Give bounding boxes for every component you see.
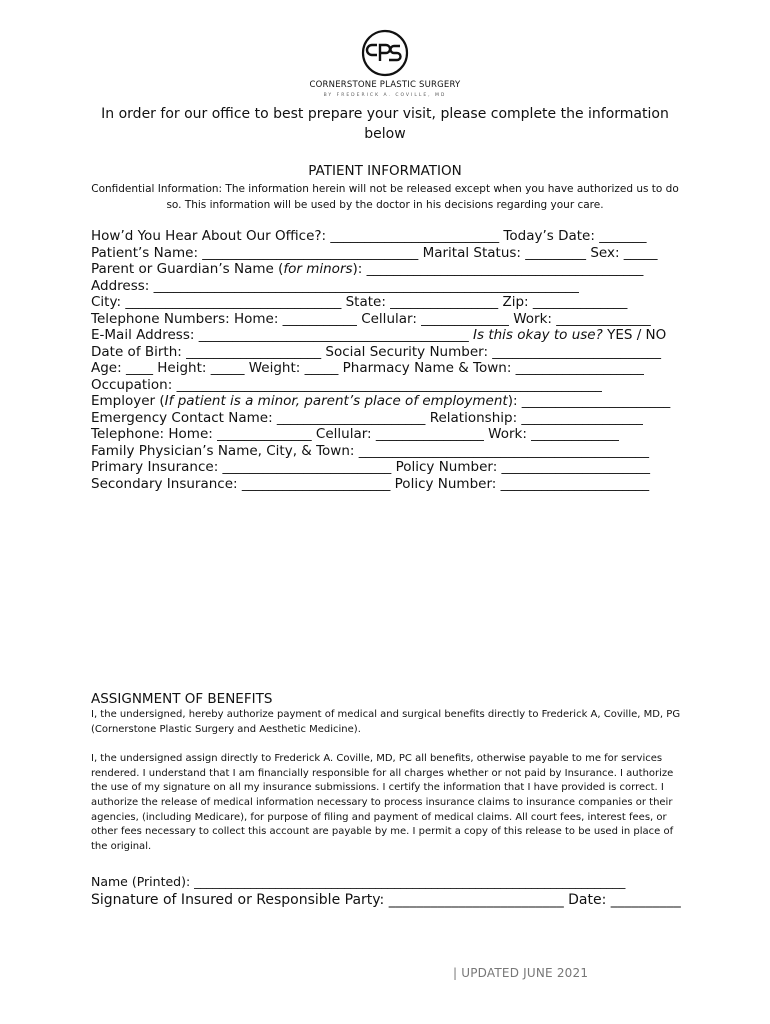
patient-name-label: Patient’s Name:: [91, 244, 198, 261]
practice-logo: [0, 28, 770, 98]
todays-date-label: Today’s Date:: [499, 228, 595, 244]
email-okay-question: Is this okay to use?: [468, 327, 603, 343]
todays-date-field[interactable]: _______: [594, 228, 647, 244]
assignment-paragraph-1: I, the undersigned, hereby authorize payment of medical and surgical benefits directly to Frederick A, Coville, MD, PG (Cornerstone Plastic Surgery and Aesthetic Medicine).: [91, 709, 681, 735]
city-state-zip-field[interactable]: City: ________________________________ State: ________________ Zip: ______________: [91, 294, 628, 310]
patient-name-row: [91, 245, 681, 262]
practice-name: CORNERSTONE PLASTIC SURGERY: [309, 80, 461, 90]
telephone-field[interactable]: Telephone Numbers: Home: ___________ Cellular: _____________ Work: ______________: [91, 310, 651, 327]
patient-name-field[interactable]: ________________________________: [198, 244, 419, 261]
assignment-paragraph-2: I, the undersigned assign directly to Frederick A. Coville, MD, PC all benefits, otherwise payable to me for services rendered. I understand that I am financially responsible for all charges whether or not paid by Insurance. I authorize the use of my signature on all my insurance submissions. I certify the information that I have provided is correct. I authorize the release of medical information necessary to process insurance claims to insurance companies or their agencies, (including Medicare), for purpose of filing and payment of medical claims. All court fees, interest fees, or other fees necessary to collect this account are payable by me. I permit a copy of this release to be used in place of the original.: [91, 752, 674, 853]
email-yes-no[interactable]: YES / NO: [602, 327, 667, 343]
marital-status-label: Marital Status:: [418, 244, 521, 261]
guardian-label: Parent or Guardian’s Name (: [91, 261, 284, 277]
signature-block: [91, 873, 681, 909]
emergency-contact-field[interactable]: Emergency Contact Name: ______________________ Relationship: __________________: [91, 409, 643, 426]
guardian-note: for minors: [283, 261, 353, 277]
occupation-field[interactable]: Occupation: _______________________________________________________________: [91, 376, 602, 393]
patient-fields: [91, 228, 681, 492]
primary-insurance-field[interactable]: Primary Insurance: _________________________ Policy Number: ______________________: [91, 459, 651, 475]
secondary-insurance-field[interactable]: Secondary Insurance: ______________________ Policy Number: ______________________: [91, 475, 650, 492]
guardian-field[interactable]: ): _________________________________________: [352, 261, 644, 277]
employer-row[interactable]: [91, 393, 681, 410]
email-row[interactable]: [91, 327, 681, 344]
age-height-weight-field[interactable]: Age: ____ Height: _____ Weight: _____ Pharmacy Name & Town: ___________________: [91, 360, 644, 376]
emergency-telephone-field[interactable]: Telephone: Home: ______________ Cellular: ________________ Work: _____________: [91, 426, 619, 442]
address-field[interactable]: Address: _______________________________________________________________: [91, 277, 579, 294]
intro-text: In order for our office to best prepare your visit, please complete the information below: [101, 106, 669, 142]
guardian-row[interactable]: [91, 261, 681, 278]
cps-monogram-icon: [360, 28, 410, 78]
signature-field[interactable]: Signature of Insured or Responsible Party: _________________________ Date: __________: [91, 892, 681, 908]
practice-tagline: BY FREDERICK A. COVILLE, MD: [323, 93, 447, 98]
patient-info-title: PATIENT INFORMATION: [308, 163, 462, 179]
hear-about-row: [91, 228, 681, 245]
employer-label: Employer (: [91, 393, 165, 409]
family-physician-field[interactable]: Family Physician’s Name, City, & Town: ___________________________________________: [91, 442, 649, 459]
hear-about-field[interactable]: _________________________: [330, 228, 500, 244]
email-field[interactable]: E-Mail Address: ________________________________________: [91, 327, 469, 343]
updated-footer: | UPDATED JUNE 2021: [453, 966, 589, 980]
employer-field[interactable]: ): ______________________: [507, 393, 671, 409]
hear-about-label: How’d You Hear About Our Office?:: [91, 228, 327, 244]
assignment-text: [91, 708, 681, 855]
employer-note: If patient is a minor, parent’s place of employment: [164, 393, 508, 409]
dob-ssn-field[interactable]: Date of Birth: ____________________ Social Security Number: _________________________: [91, 343, 662, 360]
confidential-notice: Confidential Information: The information herein will not be released except when you have authorized us to do so. This information will be used by the doctor in his decisions regarding your care.: [91, 183, 679, 211]
sex-field[interactable]: Sex: _____: [586, 244, 658, 261]
marital-status-field[interactable]: _________: [520, 244, 587, 261]
assignment-title: ASSIGNMENT OF BENEFITS: [91, 691, 273, 707]
name-printed-field[interactable]: Name (Printed): _____________________________________________________________________: [91, 874, 626, 889]
